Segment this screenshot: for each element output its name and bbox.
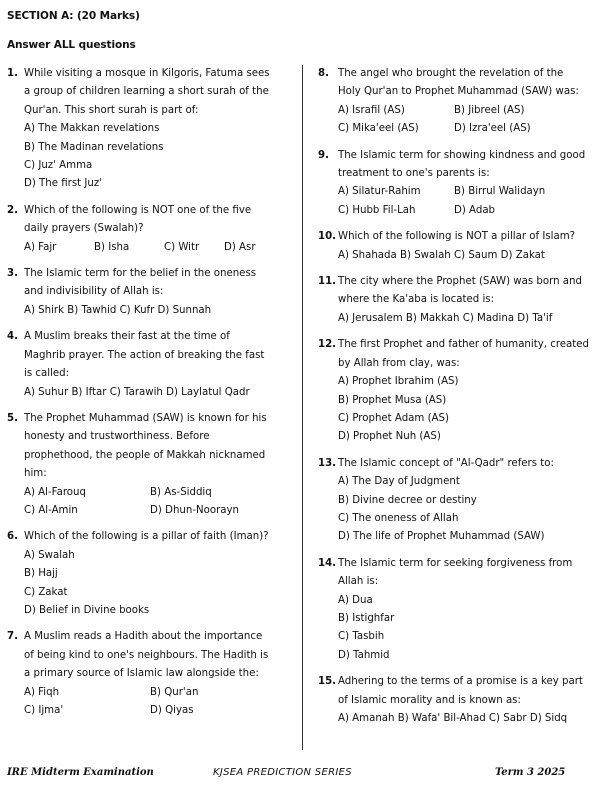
answer-option: C) Witr: [164, 241, 200, 253]
question-item: [7, 410, 289, 520]
footer-series: KJSEA PREDICTION SERIES: [213, 767, 352, 778]
question-item: [318, 673, 608, 728]
question-text-line: Which of the following is NOT one of the five: [24, 204, 252, 216]
question-text-line: by Allah from clay, was:: [338, 357, 460, 369]
question-item: [318, 455, 608, 547]
answer-option: B) As-Siddiq: [150, 486, 212, 498]
question-text-line: A) Shirk B) Tawhid C) Kufr D) Sunnah: [24, 304, 212, 316]
question-number: 7.: [7, 631, 18, 643]
answer-option: D) Tahmid: [338, 649, 390, 661]
question-item: [7, 628, 289, 720]
answer-option: D) The life of Prophet Muhammad (SAW): [338, 531, 545, 543]
answer-option: C) Juz' Amma: [24, 160, 93, 172]
question-text-line: Which of the following is NOT a pillar of Islam?: [338, 231, 576, 243]
answer-option-row: [24, 702, 289, 720]
question-number: 1.: [7, 68, 18, 79]
instruction-heading: Answer ALL questions: [7, 39, 136, 51]
answer-option: D) Qiyas: [150, 705, 194, 716]
answer-option-row: [24, 484, 289, 502]
answer-option: B) Prophet Musa (AS): [338, 394, 447, 406]
answer-option: B) Jibreel (AS): [454, 104, 525, 116]
question-text-line: of being kind to one's neighbours. The Hadith is: [24, 649, 269, 661]
answer-option: D) The first Juz': [24, 178, 102, 190]
answer-option: D) Izra'eel (AS): [454, 123, 531, 135]
answer-option: A) Prophet Ibrahim (AS): [338, 376, 459, 388]
question-item: [7, 202, 289, 257]
question-text-line: A) Suhur B) Iftar C) Tarawih D) Laylatul Qadr: [24, 386, 250, 398]
answer-option-row: [24, 239, 289, 257]
question-number: 11.: [318, 276, 337, 288]
answer-option: A) Fajr: [24, 241, 57, 253]
answer-option: D) Belief in Divine books: [24, 604, 150, 616]
answer-option: C) Mika'eel (AS): [338, 123, 419, 135]
question-number: 14.: [318, 557, 337, 569]
answer-option: A) The Day of Judgment: [338, 476, 460, 488]
answer-option: B) Isha: [94, 241, 130, 253]
answer-option: A) Swalah: [24, 549, 75, 561]
question-text-line: and indivisibility of Allah is:: [24, 286, 164, 298]
answer-option-row: [338, 120, 608, 138]
answer-option: C) Prophet Adam (AS): [338, 412, 449, 424]
question-text-line: While visiting a mosque in Kilgoris, Fatuma sees: [24, 68, 270, 79]
question-text-line: A) Shahada B) Swalah C) Saum D) Zakat: [338, 249, 545, 261]
question-number: 4.: [7, 331, 18, 343]
footer-term: Term 3 2025: [495, 767, 566, 778]
question-item: [318, 273, 608, 328]
footer-exam-title: IRE Midterm Examination: [7, 767, 154, 778]
answer-option: B) Birrul Walidayn: [454, 186, 546, 198]
question-text-line: A Muslim breaks their fast at the time of: [24, 331, 230, 343]
answer-option-row: [338, 183, 608, 201]
question-number: 15.: [318, 676, 337, 688]
question-number: 2.: [7, 204, 18, 216]
question-item: [318, 65, 608, 139]
question-item: [318, 147, 608, 221]
question-text-line: honesty and trustworthiness. Before: [24, 431, 210, 443]
answer-option: B) The Madinan revelations: [24, 141, 164, 153]
question-text-line: The Prophet Muhammad (SAW) is known for his: [24, 412, 267, 424]
answer-option: B) Divine decree or destiny: [338, 494, 477, 506]
question-text-line: The first Prophet and father of humanity, created: [338, 339, 590, 351]
answer-option: D) Dhun-Noorayn: [150, 504, 239, 516]
answer-option-row: [24, 684, 289, 702]
question-item: [318, 555, 608, 665]
question-item: [7, 265, 289, 320]
answer-option: D) Adab: [454, 204, 496, 216]
answer-option: A) Silatur-Rahim: [338, 186, 421, 198]
question-text-line: The city where the Prophet (SAW) was born and: [338, 276, 582, 288]
question-text-line: him:: [24, 468, 47, 480]
question-text-line: is called:: [24, 368, 70, 380]
answer-option: C) Tasbih: [338, 631, 385, 643]
question-text-line: Maghrib prayer. The action of breaking the fast: [24, 349, 265, 361]
question-text-line: A) Amanah B) Wafa' Bil-Ahad C) Sabr D) Sidq: [338, 713, 568, 724]
question-text-line: Which of the following is a pillar of faith (Iman)?: [24, 531, 269, 543]
answer-option: B) Qur'an: [150, 686, 199, 698]
question-text-line: Qur'an. This short surah is part of:: [24, 104, 199, 116]
question-text-line: prophethood, the people of Makkah nicknamed: [24, 449, 266, 461]
answer-option-row: [338, 102, 608, 120]
answer-option: C) Al-Amin: [24, 504, 78, 516]
question-item: [7, 528, 289, 620]
question-number: 12.: [318, 339, 337, 351]
question-text-line: daily prayers (Swalah)?: [24, 223, 144, 235]
question-text-line: Holy Qur'an to Prophet Muhammad (SAW) was:: [338, 86, 579, 98]
question-text-line: The Islamic term for the belief in the oneness: [24, 268, 257, 280]
question-text-line: treatment to one's parents is:: [338, 168, 490, 180]
question-text-line: a group of children learning a short surah of the: [24, 86, 269, 98]
answer-option: A) Fiqh: [24, 686, 60, 698]
question-item: [318, 228, 608, 265]
question-text-line: A) Jerusalem B) Makkah C) Madina D) Ta'if: [338, 312, 553, 324]
answer-option: A) Israfil (AS): [338, 104, 405, 116]
question-text-line: The angel who brought the revelation of the: [338, 68, 564, 79]
question-number: 6.: [7, 531, 18, 543]
question-number: 9.: [318, 149, 329, 161]
answer-option-row: [338, 202, 608, 220]
question-text-line: where the Ka'aba is located is:: [338, 294, 495, 306]
question-text-line: The Islamic term for showing kindness and good: [338, 149, 586, 161]
answer-option: C) Hubb Fil-Lah: [338, 204, 416, 216]
right-question-column: [318, 65, 608, 736]
answer-option: B) Istighfar: [338, 612, 395, 624]
answer-option: A) Al-Farouq: [24, 486, 86, 498]
question-item: [7, 328, 289, 402]
question-number: 13.: [318, 457, 337, 469]
answer-option: B) Hajj: [24, 568, 58, 580]
question-text-line: The Islamic concept of "Al-Qadr" refers to:: [338, 457, 554, 469]
question-item: [318, 336, 608, 446]
question-text-line: of Islamic morality and is known as:: [338, 694, 521, 706]
answer-option: C) Zakat: [24, 586, 68, 598]
question-text-line: A Muslim reads a Hadith about the importance: [24, 631, 263, 643]
answer-option-row: [24, 502, 289, 520]
answer-option: C) The oneness of Allah: [338, 512, 459, 524]
column-divider: [302, 65, 303, 750]
question-text-line: a primary source of Islamic law alongside the:: [24, 668, 259, 680]
answer-option: A) The Makkan revelations: [24, 123, 160, 135]
question-number: 3.: [7, 268, 18, 280]
section-heading: SECTION A: (20 Marks): [7, 10, 140, 22]
answer-option: A) Dua: [338, 594, 373, 606]
left-question-column: [7, 65, 289, 728]
question-text-line: Adhering to the terms of a promise is a key part: [338, 676, 583, 688]
question-number: 8.: [318, 68, 329, 79]
question-text-line: Allah is:: [338, 576, 379, 588]
answer-option: D) Prophet Nuh (AS): [338, 431, 441, 443]
question-number: 5.: [7, 412, 18, 424]
question-item: [7, 65, 289, 194]
question-number: 10.: [318, 231, 337, 243]
answer-option: C) Ijma': [24, 705, 64, 716]
question-text-line: The Islamic term for seeking forgiveness from: [338, 557, 573, 569]
answer-option: D) Asr: [224, 241, 256, 253]
